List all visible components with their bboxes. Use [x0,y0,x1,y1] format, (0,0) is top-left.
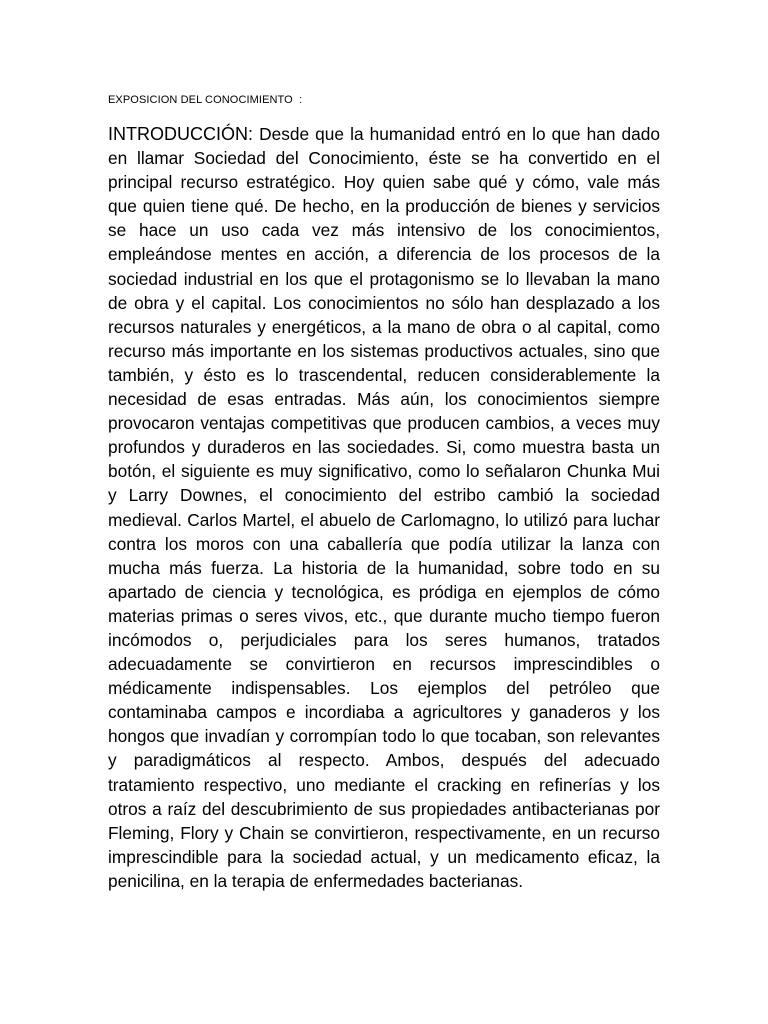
document-title: EXPOSICION DEL CONOCIMIENTO : [108,94,303,106]
introduction-body: Desde que la humanidad entró en lo que han dado en llamar Sociedad del Conocimiento, éste se ha convertido en el principal recurso estratégico. Hoy quien sabe qué y cómo, vale más que quien tiene qué. De hecho, en la producción de bienes y servicios se hace un uso cada vez más intensivo de los conocimientos, empleándose mentes en acción, a diferencia de los procesos de la sociedad industrial en los que el protagonismo se lo llevaban la mano de obra y el capital. Los conocimientos no sólo han desplazado a los recursos naturales y energéticos, a la mano de obra o al capital, como recurso más importante en los sistemas productivos actuales, sino que también, y ésto es lo trascendental, reducen considerablemente la necesidad de esas entradas. Más aún, los conocimientos siempre provocaron ventajas competitivas que producen cambios, a veces muy profundos y duraderos en las sociedades. Si, como muestra basta un botón, el siguiente es muy significativo, como lo señalaron Chunka Mui y Larry Downes, el conocimiento del estribo cambió la sociedad medieval. Carlos Martel, el abuelo de Carlomagno, lo utilizó para luchar contra los moros con una caballería que podía utilizar la lanza con mucha más fuerza. La historia de la humanidad, sobre todo en su apartado de ciencia y tecnológica, es pródiga en ejemplos de cómo materias primas o seres vivos, etc., que durante mucho tiempo fueron incómodos o, perjudiciales para los seres humanos, tratados adecuadamente se convirtieron en recursos imprescindibles o médicamente indispensables. Los ejemplos del petróleo que contaminaba campos e incordiaba a agricultores y ganaderos y los hongos que invadían y corrompían todo lo que tocaban, son relevantes y paradigmáticos al respecto. Ambos, después del adecuado tratamiento respectivo, uno mediante el cracking en refinerías y los otros a raíz del descubrimiento de sus propiedades antibacterianas por Fleming, Flory y Chain se convirtieron, respectivamente, en un recurso imprescindible para la sociedad actual, y un medicamento eficaz, la penicilina, en la terapia de enfermedades bacterianas. [108,124,660,891]
introduction-label: INTRODUCCIÓN: [108,124,253,144]
introduction-paragraph [108,122,660,893]
